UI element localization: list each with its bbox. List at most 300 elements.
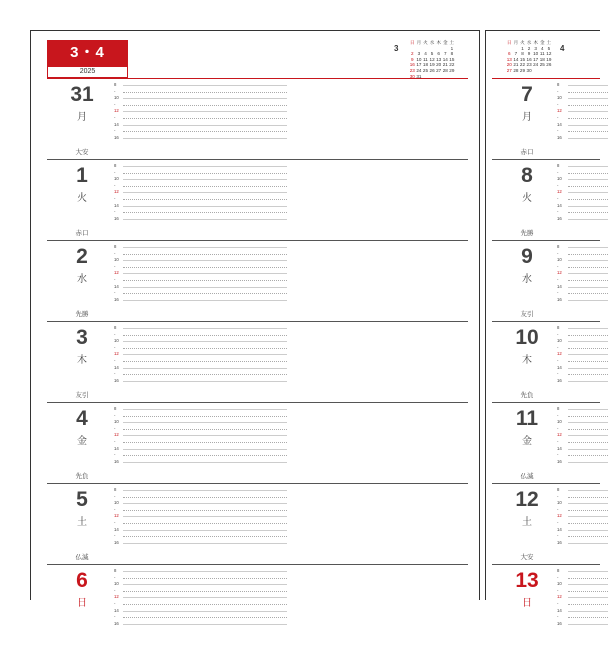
hour-scale [557,406,567,465]
writing-line [123,173,287,174]
writing-line [568,186,608,187]
writing-line [568,247,608,248]
day-number: 9 [521,245,533,268]
hour-label: 16 [114,215,119,221]
writing-line [568,280,608,281]
mini-cal-cell: 1 [521,45,524,51]
hour-label: 14 [557,607,562,613]
writing-line [123,503,287,504]
mini-cal-cell: 木 [436,40,441,45]
hour-label: 14 [557,283,562,289]
day-block[interactable] [492,565,600,646]
hour-label: - [557,128,559,134]
writing-line [123,429,287,430]
day-block[interactable] [492,322,600,403]
hour-label: - [557,493,559,499]
hour-label: 14 [557,526,562,532]
day-number: 1 [76,164,88,187]
writing-line [568,617,608,618]
hour-label: - [114,493,116,499]
hour-label: - [114,614,116,620]
hour-label: - [557,276,559,282]
mini-cal-cell: 12 [429,56,435,62]
rokuyo-label: 赤口 [520,149,534,156]
hour-label: 14 [114,445,119,451]
day-number: 4 [76,407,88,430]
mini-cal-cell: 日 [409,40,415,45]
hour-label: 8 [114,163,117,168]
mini-cal-cell: 10 [533,51,539,57]
day-weekday: 土 [522,517,532,528]
hour-label: - [114,438,116,444]
mini-cal-cell: 4 [424,51,427,57]
day-block[interactable] [47,79,468,160]
hour-label: - [114,412,116,418]
writing-line [568,328,608,329]
hour-label: 14 [114,121,119,127]
hour-label: 14 [557,445,562,451]
mini-cal-cell: 8 [521,51,524,57]
writing-line [123,192,287,193]
hour-label: - [114,600,116,606]
mini-cal-cell: 14 [442,56,448,62]
writing-line [568,604,608,605]
writing-line [568,368,608,369]
hour-label: - [114,182,116,188]
day-number: 10 [515,326,539,349]
writing-line [123,516,287,517]
writing-line [123,591,287,592]
hour-label: - [114,263,116,269]
mini-cal-cell: 26 [546,62,552,68]
writing-line [568,442,608,443]
mini-cal-cell: 23 [526,62,532,68]
day-number: 31 [70,83,94,106]
hour-label: - [557,438,559,444]
writing-line [568,300,608,301]
hour-label: - [114,344,116,350]
hour-label: 12 [114,108,119,114]
day-block[interactable] [47,241,468,322]
hour-label: - [114,587,116,593]
hour-label: - [114,276,116,282]
mini-cal-cell: 7 [443,51,447,57]
writing-line [568,293,608,294]
rokuyo-label: 赤口 [75,230,89,237]
hour-label: 10 [557,257,562,263]
writing-line [568,624,608,625]
writing-line [123,368,287,369]
writing-line [568,611,608,612]
mini-cal-cell: 3 [417,51,421,57]
writing-line [123,111,287,112]
writing-line [123,510,287,511]
mini-calendar-march [409,40,455,79]
writing-line [123,442,287,443]
writing-line [568,98,608,99]
day-number: 2 [76,245,88,268]
hour-label: 16 [114,620,119,626]
hour-label: - [557,114,559,120]
writing-line [568,212,608,213]
writing-line [123,416,287,417]
writing-line [568,530,608,531]
hour-label: 14 [114,526,119,532]
day-number: 8 [521,164,533,187]
hour-label: - [114,128,116,134]
mini-cal-cell: 23 [409,67,415,73]
writing-line [123,543,287,544]
writing-line [123,300,287,301]
hour-label: - [557,250,559,256]
writing-line [123,118,287,119]
hour-label: - [557,371,559,377]
mini-cal-cell: 19 [546,56,552,62]
hour-label: - [557,452,559,458]
hour-scale [557,244,567,303]
hour-label: 12 [557,513,562,519]
mini-cal-cell: 30 [526,67,532,73]
hour-label: 10 [114,500,119,506]
writing-line [568,287,608,288]
writing-line [568,543,608,544]
day-weekday: 月 [77,112,87,123]
mini-cal-cell: 20 [436,62,442,68]
writing-line [123,273,287,274]
hour-scale [557,487,567,546]
hour-label: 16 [114,377,119,383]
mini-cal-cell: 6 [437,51,440,57]
hour-scale [557,325,567,384]
writing-line [568,199,608,200]
mini-cal-cell: 17 [416,62,422,68]
writing-line [568,578,608,579]
hour-label: 12 [114,432,119,438]
day-number: 12 [515,488,539,511]
writing-line [568,409,608,410]
mini-cal-cell: 21 [442,62,448,68]
writing-line [568,118,608,119]
day-number: 11 [515,407,539,430]
hour-label: 16 [114,134,119,140]
rokuyo-label: 先負 [520,392,534,399]
mini-cal-cell: 28 [513,67,519,73]
hour-label: 10 [557,95,562,101]
mini-cal-cell [539,68,546,74]
writing-line [123,328,287,329]
hour-label: - [557,101,559,107]
mini-cal-cell: 18 [539,56,545,62]
hour-label: 16 [557,134,562,140]
hour-label: 8 [557,244,560,249]
mini-cal-cell: 18 [422,62,429,68]
hour-label: 10 [114,257,119,263]
writing-line [123,280,287,281]
mini-cal-cell: 2 [527,45,531,51]
hour-label: - [114,101,116,107]
mini-cal-march-label: 3 [394,44,399,53]
writing-line [123,381,287,382]
writing-line [568,260,608,261]
writing-line [568,105,608,106]
hour-label: - [557,412,559,418]
hour-label: - [114,452,116,458]
hour-label: 10 [114,581,119,587]
mini-cal-cell: 火 [423,40,428,45]
mini-cal-cell: 金 [539,40,545,45]
day-weekday: 水 [522,274,532,285]
day-block[interactable] [47,484,468,565]
hour-label: 8 [557,325,560,330]
writing-line [568,435,608,436]
hour-scale [557,82,567,141]
mini-cal-april-label: 4 [560,44,565,53]
writing-line [568,536,608,537]
day-weekday: 日 [522,598,532,609]
writing-line [123,219,287,220]
mini-cal-cell: 14 [513,56,519,62]
mini-cal-cell: 21 [513,62,519,68]
writing-line [123,578,287,579]
writing-line [568,571,608,572]
writing-line [123,361,287,362]
mini-cal-cell: 11 [539,51,545,57]
mini-cal-cell: 12 [546,51,552,57]
rokuyo-label: 先負 [75,473,89,480]
day-number: 5 [76,488,88,511]
writing-line [123,348,287,349]
day-block[interactable] [492,241,600,322]
hour-label: 16 [557,539,562,545]
writing-line [568,591,608,592]
day-weekday: 火 [522,193,532,204]
writing-line [123,611,287,612]
mini-cal-cell: 水 [526,40,532,45]
hour-label: - [114,574,116,580]
mini-cal-cell: 31 [416,73,422,79]
hour-label: 10 [557,419,562,425]
hour-label: - [114,169,116,175]
mini-cal-cell: 25 [539,62,545,68]
mini-cal-cell: 7 [514,51,518,57]
writing-line [568,354,608,355]
writing-line [123,212,287,213]
writing-line [123,85,287,86]
hour-label: - [114,209,116,215]
hour-label: 14 [557,121,562,127]
mini-cal-cell: 19 [429,62,435,68]
month-range-badge: 3・4 [47,40,128,66]
writing-line [568,348,608,349]
hour-label: 8 [114,406,117,411]
day-block[interactable] [492,484,600,565]
hour-label: 16 [114,296,119,302]
writing-line [568,584,608,585]
hour-label: - [557,88,559,94]
writing-line [568,179,608,180]
day-block[interactable] [492,160,600,241]
hour-label: 8 [114,487,117,492]
mini-cal-cell: 22 [449,62,455,68]
writing-line [568,335,608,336]
hour-label: 16 [557,620,562,626]
hour-label: 16 [557,458,562,464]
writing-line [568,131,608,132]
day-weekday: 土 [77,517,87,528]
hour-label: 14 [114,202,119,208]
hour-label: 14 [114,607,119,613]
mini-cal-cell: 17 [533,56,539,62]
mini-cal-cell: 2 [411,51,414,57]
hour-label: - [114,331,116,337]
writing-line [123,354,287,355]
writing-line [123,617,287,618]
mini-cal-cell: 24 [533,62,539,68]
writing-line [568,503,608,504]
writing-line [568,219,608,220]
day-number: 13 [515,569,539,592]
mini-cal-cell: 金 [442,40,448,45]
mini-cal-cell: 4 [540,45,544,51]
day-block[interactable] [47,322,468,403]
hour-label: 14 [114,283,119,289]
writing-line [123,186,287,187]
writing-line [568,490,608,491]
mini-cal-cell: 27 [436,67,442,73]
writing-line [568,173,608,174]
day-number: 7 [521,83,533,106]
hour-label: - [557,587,559,593]
hour-label: 10 [114,95,119,101]
hour-label: 8 [114,244,117,249]
hour-label: - [557,519,559,525]
day-block[interactable] [47,160,468,241]
writing-line [568,597,608,598]
mini-cal-cell: 29 [449,67,455,73]
day-block[interactable] [47,403,468,484]
writing-line [123,260,287,261]
writing-line [123,125,287,126]
writing-line [123,530,287,531]
writing-line [123,462,287,463]
writing-line [123,409,287,410]
hour-label: 16 [557,215,562,221]
hour-label: - [557,344,559,350]
mini-cal-cell: 5 [547,45,551,51]
mini-cal-cell: 木 [533,40,538,45]
writing-line [568,429,608,430]
hour-label: 8 [114,325,117,330]
writing-line [123,584,287,585]
day-block[interactable] [492,79,600,160]
writing-line [568,273,608,274]
writing-line [568,523,608,524]
hour-scale [557,568,567,627]
writing-line [123,422,287,423]
hour-label: - [557,425,559,431]
writing-line [568,92,608,93]
mini-cal-cell: 9 [411,56,414,62]
rokuyo-label: 友引 [520,311,534,318]
writing-line [568,497,608,498]
hour-label: 12 [557,189,562,195]
hour-label: - [557,182,559,188]
mini-cal-cell: 15 [449,56,455,62]
hour-label: - [557,533,559,539]
hour-label: 8 [114,82,117,87]
writing-line [568,138,608,139]
writing-line [123,199,287,200]
writing-line [123,604,287,605]
writing-line [568,455,608,456]
day-weekday: 日 [77,598,87,609]
writing-line [123,497,287,498]
mini-cal-cell: 5 [430,51,434,57]
mini-cal-cell: 20 [506,62,512,68]
hour-label: - [114,114,116,120]
mini-cal-cell: 火 [520,40,525,45]
mini-cal-cell: 16 [409,62,415,68]
writing-line [123,597,287,598]
hour-label: - [557,357,559,363]
writing-line [568,462,608,463]
writing-line [123,341,287,342]
hour-label: 8 [557,487,560,492]
hour-label: 12 [114,270,119,276]
hour-label: 16 [557,377,562,383]
day-weekday: 金 [77,436,87,447]
hour-label: 10 [557,338,562,344]
hour-scale [557,163,567,222]
mini-cal-cell: 8 [450,51,454,57]
hour-label: 8 [557,568,560,573]
rokuyo-label: 友引 [75,392,89,399]
mini-cal-cell: 月 [416,40,422,45]
writing-line [568,166,608,167]
hour-label: - [114,357,116,363]
writing-line [568,374,608,375]
mini-cal-cell: 3 [534,45,537,51]
hour-label: - [557,506,559,512]
hour-label: - [557,263,559,269]
year-label: 2025 [47,66,128,78]
mini-cal-cell: 27 [506,67,512,73]
hour-label: - [557,614,559,620]
writing-line [123,267,287,268]
hour-label: 12 [557,432,562,438]
mini-cal-cell: 22 [519,62,526,68]
day-block[interactable] [47,565,468,646]
hour-label: - [114,506,116,512]
day-weekday: 水 [77,274,87,285]
hour-label: - [114,250,116,256]
hour-label: - [557,209,559,215]
day-weekday: 木 [522,355,532,366]
hour-label: 16 [114,458,119,464]
hour-label: 10 [557,176,562,182]
hour-label: 8 [114,568,117,573]
writing-line [123,624,287,625]
hour-label: 12 [114,351,119,357]
hour-label: 12 [557,351,562,357]
mini-cal-cell: 29 [519,67,526,73]
writing-line [123,571,287,572]
writing-line [568,510,608,511]
writing-line [568,254,608,255]
writing-line [568,267,608,268]
day-block[interactable] [492,403,600,484]
mini-cal-cell: 26 [429,67,435,73]
